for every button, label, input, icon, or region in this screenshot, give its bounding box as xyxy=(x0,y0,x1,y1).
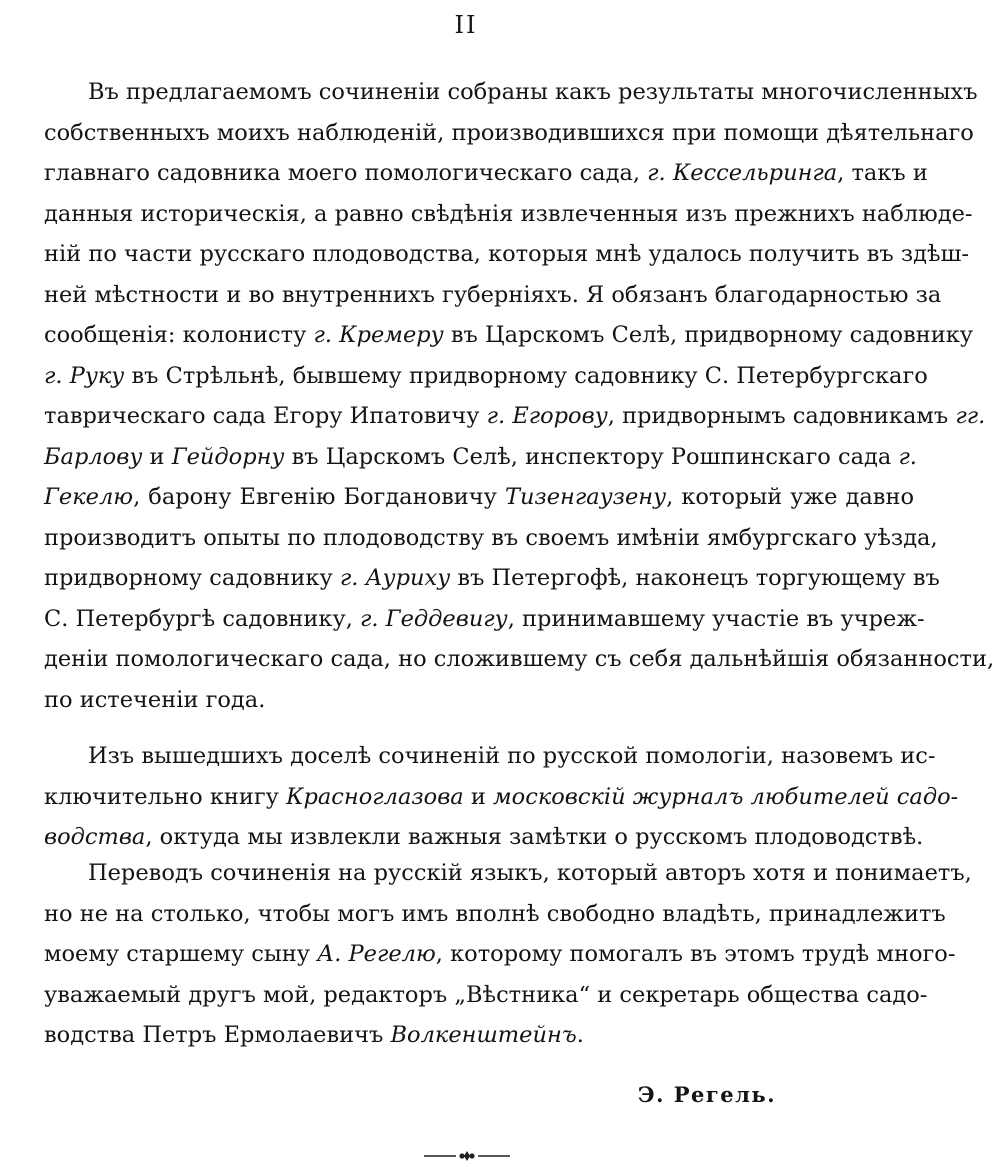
line-text: въ Царскомъ Селѣ, инспектору Рошпинскаго сада xyxy=(284,443,899,470)
line-text: таврическаго сада Егору Ипатовичу xyxy=(44,403,487,429)
text-line xyxy=(44,599,925,640)
paragraph-1 xyxy=(44,72,994,720)
line-text: , который уже давно xyxy=(666,484,915,510)
text-line xyxy=(44,356,928,397)
line-text: моему старшему сыну xyxy=(44,941,318,967)
line-text: , придворнымъ садовникамъ xyxy=(607,403,956,429)
italic-name-text: г. Егорову xyxy=(486,403,608,429)
line-text: и xyxy=(142,443,172,470)
text-line xyxy=(44,894,946,935)
author-signature: Э. Регель. xyxy=(637,1082,776,1107)
line-text: , барону Евгенію Богдановичу xyxy=(133,484,505,510)
paragraph-3 xyxy=(44,853,972,1056)
line-text: Въ предлагаемомъ сочиненіи собраны какъ результаты многочисленныхъ xyxy=(88,79,978,105)
italic-name-text: г. Геддевигу xyxy=(360,605,508,632)
text-line xyxy=(44,396,986,437)
text-line xyxy=(44,518,938,559)
text-line xyxy=(44,437,917,478)
line-text: но не на столько, чтобы могъ имъ вполнѣ свободно владѣть, принадлежитъ xyxy=(44,900,946,927)
text-line xyxy=(44,72,978,113)
text-line xyxy=(44,113,974,154)
text-line xyxy=(44,275,942,316)
text-line xyxy=(44,315,973,356)
italic-name-text: Гейдорну xyxy=(171,443,285,470)
italic-name-text: Гекелю xyxy=(44,484,134,510)
text-line xyxy=(44,853,972,894)
line-text: Переводъ сочиненія на русскій языкъ, который авторъ хотя и понимаетъ, xyxy=(88,860,972,886)
italic-name-text: г. xyxy=(898,443,917,470)
text-line xyxy=(44,975,928,1016)
text-line xyxy=(44,639,994,680)
text-line xyxy=(44,934,956,975)
italic-name-text: г. Кремеру xyxy=(313,322,444,348)
italic-name-text: г. Руку xyxy=(44,362,125,389)
italic-name-text: г. Кессельринга xyxy=(647,160,838,186)
line-text: въ Петергофѣ, наконецъ торгующему въ xyxy=(450,565,940,591)
paragraph-2 xyxy=(44,736,959,858)
text-line xyxy=(44,680,914,721)
italic-name-text: Барлову xyxy=(44,443,143,470)
line-text: ней мѣстности и во внутреннихъ губерніяхъ. Я обязанъ благодарностью за xyxy=(44,281,942,308)
line-text: производитъ опыты по плодоводству въ своемъ имѣніи ямбургскаго уѣзда, xyxy=(44,524,938,551)
line-text: Изъ вышедшихъ доселѣ сочиненій по русской помологіи, назовемъ ис- xyxy=(88,743,936,769)
text-line xyxy=(44,477,914,518)
line-text: въ Стрѣльнѣ, бывшему придворному садовнику С. Петербургскаго xyxy=(124,362,928,389)
italic-name-text: водства xyxy=(44,824,146,850)
italic-name-text: г. Ауриху xyxy=(339,565,451,591)
line-text: и xyxy=(463,783,494,810)
italic-name-text: Тизенгаузену xyxy=(504,484,667,510)
text-line xyxy=(44,153,928,194)
line-text: главнаго садовника моего помологическаго сада, xyxy=(44,160,648,186)
line-text: въ Царскомъ Селѣ, придворному садовнику xyxy=(443,322,973,348)
line-text: , такъ и xyxy=(837,160,928,186)
line-text: сообщенія: колонисту xyxy=(44,322,314,348)
italic-name-text: Красноглазова xyxy=(286,783,464,810)
italic-name-text: А. Регелю xyxy=(317,941,436,967)
line-text: , которому помогалъ въ этомъ трудѣ много- xyxy=(435,941,956,967)
line-text: данныя историческія, а равно свѣдѣнія извлеченныя изъ прежнихъ наблюде- xyxy=(44,200,973,227)
line-text: , октуда мы извлекли важныя замѣтки о русскомъ плодоводствѣ. xyxy=(145,824,924,850)
line-text: С. Петербургѣ садовнику, xyxy=(44,605,360,632)
line-text: , принимавшему участіе въ учреж- xyxy=(507,605,925,632)
line-text: по истеченіи года. xyxy=(44,686,266,713)
line-text: водства Петръ Ермолаевичъ xyxy=(44,1022,391,1048)
text-line xyxy=(44,558,940,599)
ornament-divider xyxy=(422,1150,512,1162)
line-text: придворному садовнику xyxy=(44,565,340,591)
text-line xyxy=(44,817,924,858)
text-line xyxy=(44,234,970,275)
line-text: уважаемый другъ мой, редакторъ „Вѣстника“ и секретарь общества садо- xyxy=(44,981,928,1008)
italic-name-text: гг. xyxy=(955,403,986,429)
italic-name-text: Волкенштейнъ xyxy=(390,1022,577,1048)
line-text: ній по части русскаго плодоводства, которыя мнѣ удалось получить въ здѣш- xyxy=(44,241,970,267)
text-line xyxy=(44,194,973,235)
text-line xyxy=(44,777,959,818)
text-line xyxy=(44,736,936,777)
line-text: ключительно книгу xyxy=(44,783,287,810)
page-number: II xyxy=(454,11,478,39)
line-text: деніи помологическаго сада, но сложившему съ себя дальнѣйшія обязанности, xyxy=(44,646,994,672)
line-text: . xyxy=(576,1022,584,1048)
line-text: собственныхъ моихъ наблюденій, производившихся при помощи дѣятельнаго xyxy=(44,119,974,146)
text-line xyxy=(44,1015,914,1056)
italic-name-text: московскій журналъ любителей садо- xyxy=(493,783,959,810)
